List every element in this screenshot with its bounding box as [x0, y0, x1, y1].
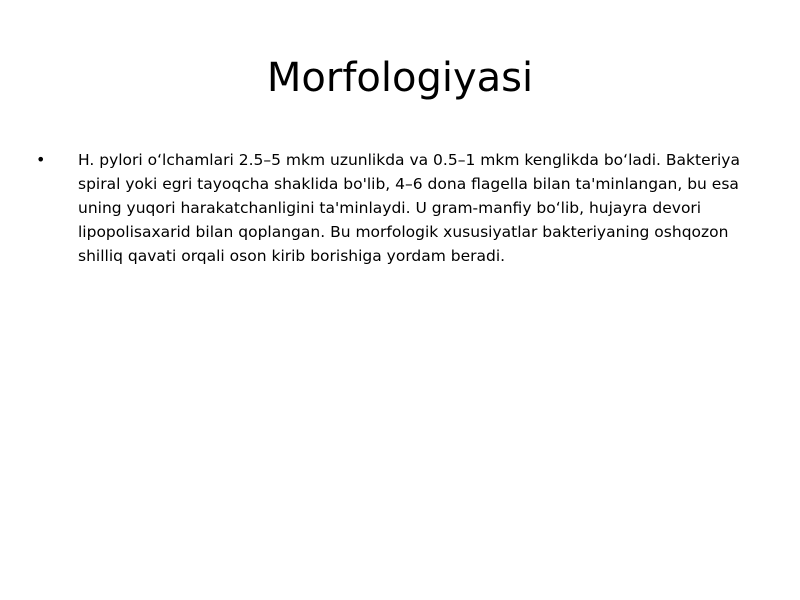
- bullet-item: [36, 148, 764, 268]
- slide-title: Morfologiyasi: [266, 55, 534, 101]
- bullet-marker: •: [36, 150, 46, 169]
- slide-content: [36, 148, 764, 268]
- bullet-text: H. pylori oʻlchamlari 2.5–5 mkm uzunlikda va 0.5–1 mkm kenglikda boʻladi. Bakteriya spiral yoki egri tayoqcha shaklida bo'lib, 4–6 dona flagella bilan ta'minlangan, bu esa uning yuqori harakatchanligini ta'minlaydi. U gram-manfiy boʻlib, hujayra devori lipopolisaxarid bilan qoplangan. Bu morfologik xususiyatlar bakteriyaning oshqozon shilliq qavati orqali oson kirib borishiga yordam beradi.: [78, 151, 740, 265]
